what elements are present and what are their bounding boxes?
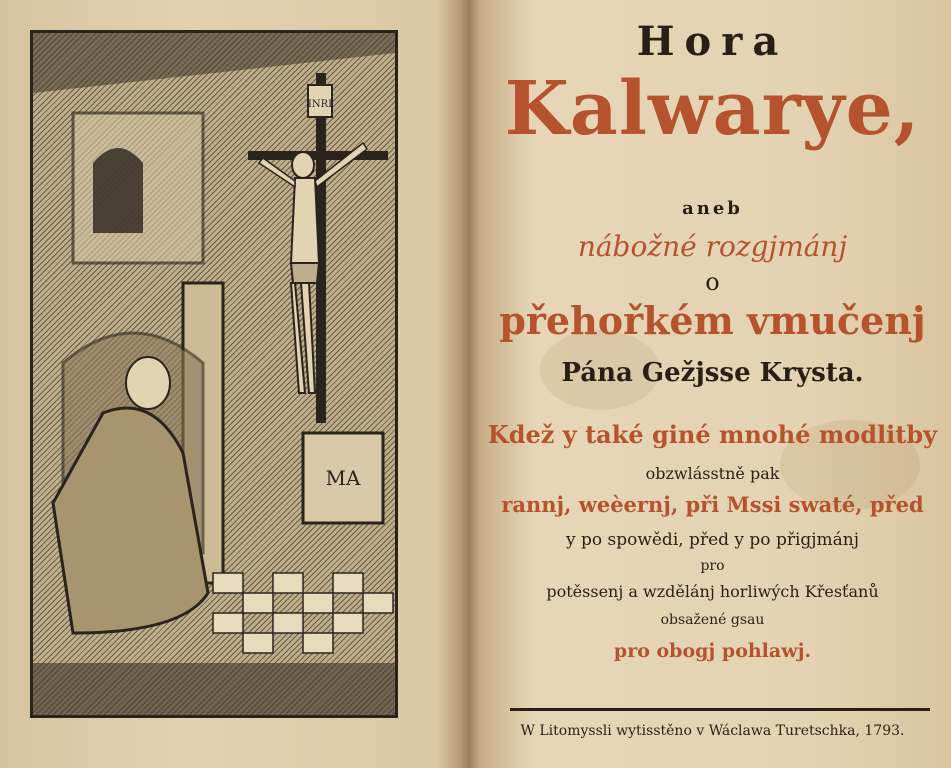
title-line-7: Pána Gežjsse Krysta. — [561, 358, 864, 388]
title-line-8: Kdež y také giné mnohé modlitby — [487, 420, 938, 449]
title-line-6: přehořkém vmučenj — [499, 298, 926, 343]
title-line-15: pro obogj pohlawj. — [613, 640, 812, 662]
cross-inscription: INRI — [307, 99, 333, 110]
crucifixion-scene — [33, 33, 395, 715]
title-line-9: obzwlásstně pak — [645, 464, 780, 483]
title-line-5: o — [705, 268, 720, 296]
title-line-12: pro — [700, 558, 725, 574]
title-line-11: y po spowědi, před y po přigjmánj — [565, 530, 860, 550]
title-line-1: Hora — [636, 18, 789, 65]
imprint-line: W Litomyssli wytisstěno v Wáclawa Turetschka, 1793. — [520, 723, 905, 739]
title-line-13: potěssenj a wzdělánj horliwých Křesťanů — [546, 582, 879, 601]
title-page — [480, 8, 945, 763]
imprint-rule — [510, 708, 930, 711]
title-line-14: obsažené gsau — [660, 612, 765, 628]
woodcut-illustration — [30, 30, 398, 718]
title-line-2: Kalwarye, — [504, 66, 921, 152]
title-line-10: rannj, weèernj, při Mssi swaté, před — [501, 492, 924, 517]
title-line-4: nábožné rozgjmánj — [577, 230, 848, 263]
monogram: MA — [325, 466, 361, 490]
title-line-3: aneb — [682, 198, 743, 219]
